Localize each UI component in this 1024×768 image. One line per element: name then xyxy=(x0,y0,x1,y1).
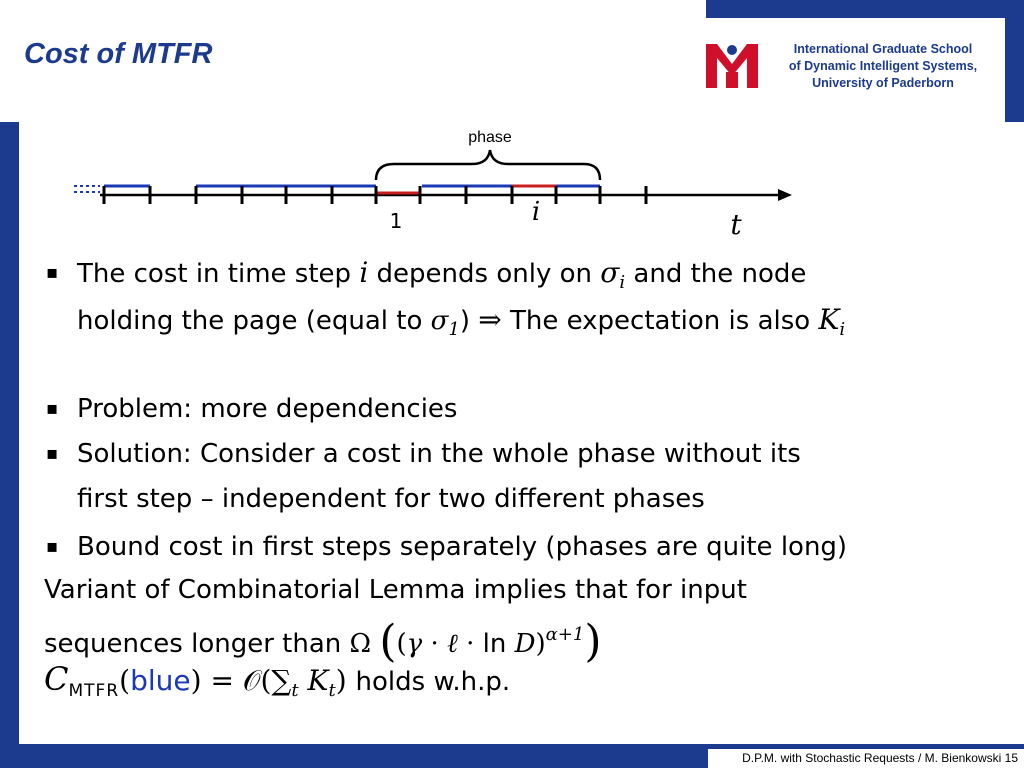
bullet-4-text: Bound cost in first steps separately (phases are quite long) xyxy=(77,532,848,562)
slide-title: Cost of MTFR xyxy=(24,38,213,70)
bullet-marker: ▪ xyxy=(46,262,59,283)
bullet-1-line-2: holding the page (equal to $\sigma_1$) ⇒ The expectation is also $K_i$ xyxy=(77,303,846,340)
timeline-arrowhead xyxy=(778,189,792,201)
school-line-1: International Graduate School xyxy=(793,42,973,56)
bullet-1-line-1: The cost in time step i depends only on $\sigma_i$ and the node xyxy=(77,256,807,293)
conclusion-line-3: $C_{MTFR}(blue)$ = $𝒪(\sum_t$ $K_t$) holds w.h.p. xyxy=(44,660,511,701)
tick-1-label: 1 xyxy=(389,209,403,233)
conclusion-line-2: sequences longer than Ω ((γ · ℓ · ln D)$^{\alpha+1}$) xyxy=(44,616,602,667)
frame-left-bar xyxy=(0,122,19,744)
bullet-marker: ▪ xyxy=(46,443,59,464)
phase-brace xyxy=(376,150,600,180)
bullet-3-line-2: first step – independent for two different phases xyxy=(77,484,705,514)
school-line-3: University of Paderborn xyxy=(812,76,954,90)
school-line-2: of Dynamic Intelligent Systems, xyxy=(788,59,978,73)
bullet-marker: ▪ xyxy=(46,536,59,557)
school-name xyxy=(768,41,998,92)
phase-timeline-diagram xyxy=(60,120,820,250)
bullet-3-line-1: Solution: Consider a cost in the whole phase without its xyxy=(77,439,801,469)
bullet-marker: ▪ xyxy=(46,398,59,419)
axis-t-label: t xyxy=(730,208,742,241)
footer-text: D.P.M. with Stochastic Requests / M. Bienkowski 15 xyxy=(742,751,1018,765)
conclusion-line-1: Variant of Combinatorial Lemma implies that for input xyxy=(44,575,747,605)
university-logo-icon xyxy=(704,40,760,92)
phase-label: phase xyxy=(468,129,512,146)
frame-right-bar xyxy=(1005,0,1024,122)
tick-i-label: i xyxy=(531,197,541,227)
frame-top-bar xyxy=(706,0,1024,18)
bullet-2-text: Problem: more dependencies xyxy=(77,394,458,424)
